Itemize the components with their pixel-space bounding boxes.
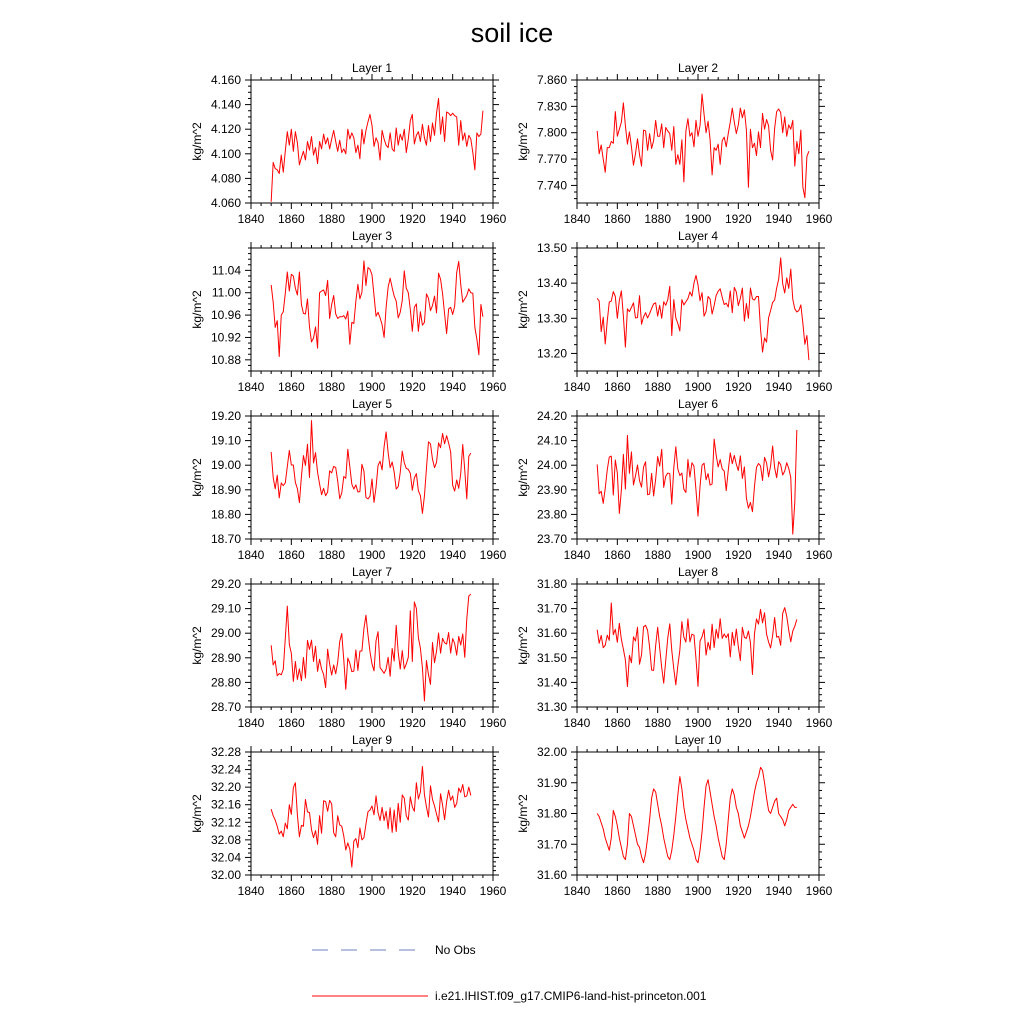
plot-frame	[251, 584, 493, 707]
series-line	[597, 94, 809, 198]
x-tick-label: 1860	[277, 716, 305, 730]
x-tick-label: 1900	[358, 380, 386, 394]
y-tick-label: 23.90	[536, 482, 567, 497]
x-tick-label: 1840	[563, 716, 591, 730]
y-axis-label: kg/m^2	[516, 458, 530, 497]
y-axis-label: kg/m^2	[190, 122, 204, 161]
x-tick-label: 1840	[237, 884, 265, 898]
y-axis-label: kg/m^2	[516, 794, 530, 833]
y-axis-label: kg/m^2	[516, 290, 530, 329]
y-tick-label: 18.80	[210, 507, 241, 522]
x-tick-label: 1880	[644, 716, 672, 730]
y-tick-label: 29.10	[210, 601, 241, 616]
x-tick-label: 1940	[765, 548, 793, 562]
x-tick-label: 1900	[684, 212, 712, 226]
y-axis-label: kg/m^2	[190, 626, 204, 665]
plot-frame	[577, 584, 819, 707]
legend-run-label: i.e21.IHIST.f09_g17.CMIP6-land-hist-princeton.001	[435, 989, 707, 1003]
plot-frame	[251, 248, 493, 371]
panel-layer-8	[516, 565, 833, 730]
y-tick-label: 19.20	[210, 409, 241, 423]
x-tick-label: 1920	[398, 380, 426, 394]
y-tick-label: 13.50	[536, 241, 567, 255]
x-tick-label: 1840	[563, 548, 591, 562]
x-tick-label: 1920	[724, 716, 752, 730]
y-tick-label: 31.80	[536, 806, 567, 821]
x-tick-label: 1840	[237, 548, 265, 562]
panel-layer-4	[516, 229, 833, 394]
x-tick-label: 1960	[479, 884, 507, 898]
y-tick-label: 31.70	[536, 837, 567, 852]
y-tick-label: 18.90	[210, 482, 241, 497]
panel-layer-9	[190, 733, 507, 898]
x-tick-label: 1940	[765, 212, 793, 226]
panel-layer-7	[190, 565, 507, 730]
y-tick-label: 31.90	[536, 775, 567, 790]
x-tick-label: 1900	[358, 548, 386, 562]
x-tick-label: 1900	[684, 548, 712, 562]
y-tick-label: 31.30	[536, 700, 567, 714]
x-tick-label: 1880	[318, 716, 346, 730]
y-tick-label: 19.00	[210, 458, 241, 473]
y-tick-label: 32.20	[210, 780, 241, 795]
x-tick-label: 1900	[358, 884, 386, 898]
y-tick-label: 7.770	[536, 152, 567, 167]
panel-title: Layer 2	[677, 61, 719, 75]
plot-frame	[577, 248, 819, 371]
series-line	[271, 98, 483, 201]
x-tick-label: 1860	[277, 548, 305, 562]
panel-title: Layer 6	[677, 397, 719, 411]
panel-title: Layer 5	[351, 397, 393, 411]
y-axis-label: kg/m^2	[190, 794, 204, 833]
x-tick-label: 1920	[724, 548, 752, 562]
panel-title: Layer 10	[674, 733, 722, 747]
plot-frame	[251, 80, 493, 203]
y-tick-label: 18.70	[210, 532, 241, 546]
y-tick-label: 24.10	[536, 433, 567, 448]
x-tick-label: 1880	[644, 548, 672, 562]
y-tick-label: 32.12	[210, 815, 241, 830]
x-tick-label: 1860	[277, 380, 305, 394]
y-axis-label: kg/m^2	[516, 626, 530, 665]
y-tick-label: 31.80	[536, 577, 567, 591]
x-tick-label: 1960	[479, 548, 507, 562]
x-tick-label: 1900	[684, 884, 712, 898]
x-tick-label: 1920	[398, 548, 426, 562]
x-tick-label: 1940	[765, 380, 793, 394]
y-axis-label: kg/m^2	[190, 458, 204, 497]
x-tick-label: 1860	[277, 884, 305, 898]
x-tick-label: 1940	[765, 884, 793, 898]
y-tick-label: 32.00	[210, 868, 241, 882]
series-line	[597, 258, 809, 360]
x-tick-label: 1960	[479, 716, 507, 730]
legend	[312, 943, 707, 1003]
x-tick-label: 1900	[684, 716, 712, 730]
y-tick-label: 4.060	[210, 196, 241, 210]
panel-layer-2	[516, 61, 833, 226]
y-tick-label: 11.04	[211, 263, 241, 278]
x-tick-label: 1900	[358, 212, 386, 226]
panel-title: Layer 4	[677, 229, 719, 243]
y-tick-label: 28.80	[210, 675, 241, 690]
panel-layer-3	[190, 229, 507, 394]
plot-frame	[251, 752, 493, 875]
y-tick-label: 29.20	[210, 577, 241, 591]
y-tick-label: 29.00	[210, 626, 241, 641]
y-tick-label: 4.120	[210, 122, 241, 137]
x-tick-label: 1960	[805, 548, 833, 562]
x-tick-label: 1960	[805, 884, 833, 898]
y-axis-label: kg/m^2	[190, 290, 204, 329]
y-tick-label: 19.10	[210, 433, 241, 448]
panels	[190, 61, 833, 898]
x-tick-label: 1880	[644, 884, 672, 898]
series-line	[271, 767, 471, 868]
panel-layer-6	[516, 397, 833, 562]
panel-title: Layer 7	[351, 565, 393, 579]
x-tick-label: 1940	[439, 548, 467, 562]
y-tick-label: 31.60	[536, 626, 567, 641]
panel-layer-10	[516, 733, 833, 898]
y-tick-label: 31.70	[536, 601, 567, 616]
x-tick-label: 1840	[563, 380, 591, 394]
x-tick-label: 1880	[644, 212, 672, 226]
x-tick-label: 1920	[398, 212, 426, 226]
x-tick-label: 1940	[439, 380, 467, 394]
y-axis-label: kg/m^2	[516, 122, 530, 161]
y-tick-label: 23.70	[536, 532, 567, 546]
panel-title: Layer 9	[351, 733, 393, 747]
x-tick-label: 1880	[318, 548, 346, 562]
y-tick-label: 32.04	[210, 850, 241, 865]
x-tick-label: 1920	[398, 716, 426, 730]
x-tick-label: 1920	[724, 884, 752, 898]
plot-frame	[251, 416, 493, 539]
x-tick-label: 1860	[277, 212, 305, 226]
y-tick-label: 7.830	[536, 99, 567, 114]
y-tick-label: 10.88	[210, 352, 241, 367]
y-tick-label: 13.30	[536, 311, 567, 326]
x-tick-label: 1880	[318, 380, 346, 394]
legend-no-obs-label: No Obs	[435, 943, 476, 957]
series-line	[271, 261, 483, 357]
x-tick-label: 1960	[805, 380, 833, 394]
panel-title: Layer 8	[677, 565, 719, 579]
y-tick-label: 31.60	[536, 868, 567, 882]
panel-layer-5	[190, 397, 507, 562]
x-tick-label: 1940	[439, 716, 467, 730]
y-tick-label: 31.50	[536, 650, 567, 665]
y-tick-label: 23.80	[536, 507, 567, 522]
x-tick-label: 1860	[603, 548, 631, 562]
y-tick-label: 13.40	[536, 276, 567, 291]
figure-title: soil ice	[470, 18, 554, 48]
y-tick-label: 28.70	[210, 700, 241, 714]
x-tick-label: 1920	[724, 380, 752, 394]
series-line	[597, 603, 797, 687]
y-tick-label: 28.90	[210, 650, 241, 665]
x-tick-label: 1840	[563, 884, 591, 898]
x-tick-label: 1940	[765, 716, 793, 730]
y-tick-label: 32.24	[210, 762, 241, 777]
y-tick-label: 4.140	[210, 97, 241, 112]
x-tick-label: 1880	[318, 884, 346, 898]
x-tick-label: 1920	[724, 212, 752, 226]
x-tick-label: 1860	[603, 884, 631, 898]
x-tick-label: 1960	[479, 380, 507, 394]
x-tick-label: 1880	[318, 212, 346, 226]
x-tick-label: 1860	[603, 716, 631, 730]
y-tick-label: 11.00	[211, 285, 241, 300]
y-tick-label: 4.160	[210, 73, 241, 87]
x-tick-label: 1860	[603, 212, 631, 226]
y-tick-label: 32.08	[210, 832, 241, 847]
x-tick-label: 1880	[644, 380, 672, 394]
y-tick-label: 7.740	[536, 178, 567, 193]
series-line	[597, 430, 797, 534]
x-tick-label: 1840	[237, 212, 265, 226]
x-tick-label: 1840	[237, 716, 265, 730]
series-line	[271, 421, 471, 514]
y-tick-label: 13.20	[536, 346, 567, 361]
y-tick-label: 7.800	[536, 125, 567, 140]
y-tick-label: 10.92	[210, 330, 241, 345]
x-tick-label: 1840	[563, 212, 591, 226]
x-tick-label: 1960	[805, 716, 833, 730]
x-tick-label: 1860	[603, 380, 631, 394]
y-tick-label: 24.00	[536, 458, 567, 473]
y-tick-label: 31.40	[536, 675, 567, 690]
x-tick-label: 1900	[358, 716, 386, 730]
x-tick-label: 1900	[684, 380, 712, 394]
y-tick-label: 32.28	[210, 745, 241, 759]
y-tick-label: 4.100	[210, 146, 241, 161]
x-tick-label: 1920	[398, 884, 426, 898]
series-line	[597, 767, 797, 862]
plot-frame	[577, 416, 819, 539]
x-tick-label: 1840	[237, 380, 265, 394]
y-tick-label: 24.20	[536, 409, 567, 423]
panel-title: Layer 1	[351, 61, 393, 75]
x-tick-label: 1960	[479, 212, 507, 226]
x-tick-label: 1960	[805, 212, 833, 226]
y-tick-label: 10.96	[210, 308, 241, 323]
series-line	[271, 594, 471, 701]
x-tick-label: 1940	[439, 212, 467, 226]
y-tick-label: 4.080	[210, 171, 241, 186]
x-tick-label: 1940	[439, 884, 467, 898]
panel-title: Layer 3	[351, 229, 393, 243]
y-tick-label: 32.00	[536, 745, 567, 759]
y-tick-label: 7.860	[536, 73, 567, 87]
y-tick-label: 32.16	[210, 797, 241, 812]
panel-layer-1	[190, 61, 507, 226]
